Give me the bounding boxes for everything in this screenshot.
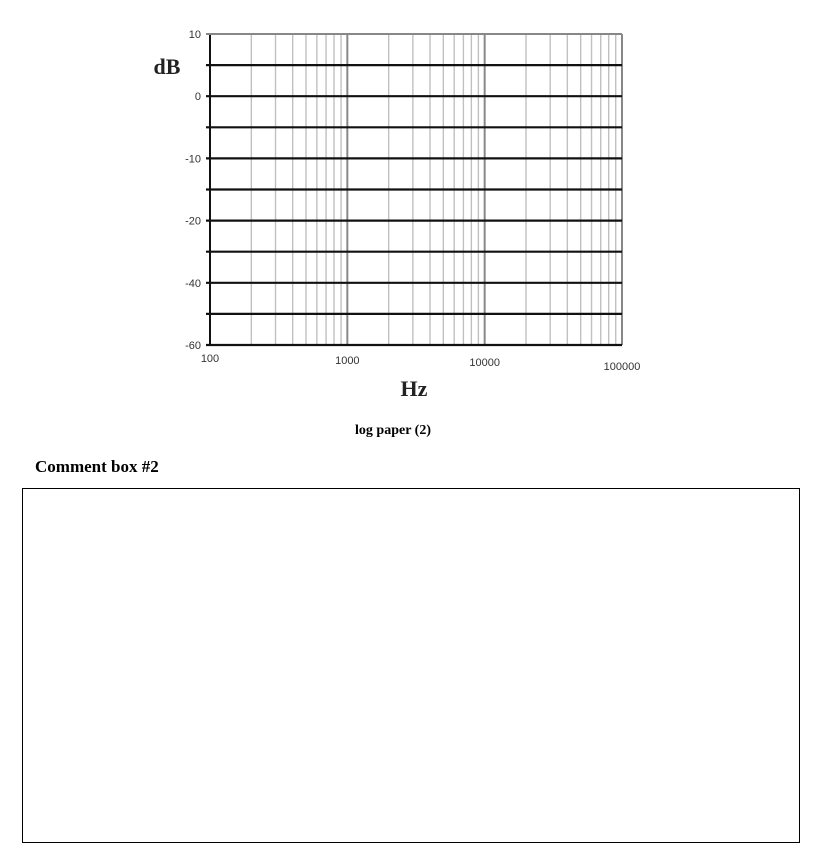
x-tick-label: 100000	[603, 361, 641, 373]
log-paper-chart	[0, 0, 833, 410]
horizontal-grid	[206, 34, 622, 345]
comment-box-input[interactable]	[22, 488, 800, 843]
y-tick-label: -10	[185, 153, 201, 166]
figure-caption: log paper (2)	[355, 423, 431, 438]
x-tick-label: 1000	[335, 355, 360, 367]
y-tick-label: -60	[185, 340, 201, 352]
x-tick-label: 10000	[469, 357, 500, 369]
y-axis-title: dB	[153, 54, 181, 79]
comment-box-label: Comment box #2	[35, 457, 159, 476]
y-tick-label: -20	[185, 215, 201, 228]
y-tick-label: 0	[194, 91, 201, 104]
y-tick-label: -40	[185, 277, 201, 290]
x-axis-title: Hz	[400, 376, 428, 401]
y-tick-label: 10	[188, 29, 201, 41]
x-tick-label: 100	[200, 353, 220, 365]
